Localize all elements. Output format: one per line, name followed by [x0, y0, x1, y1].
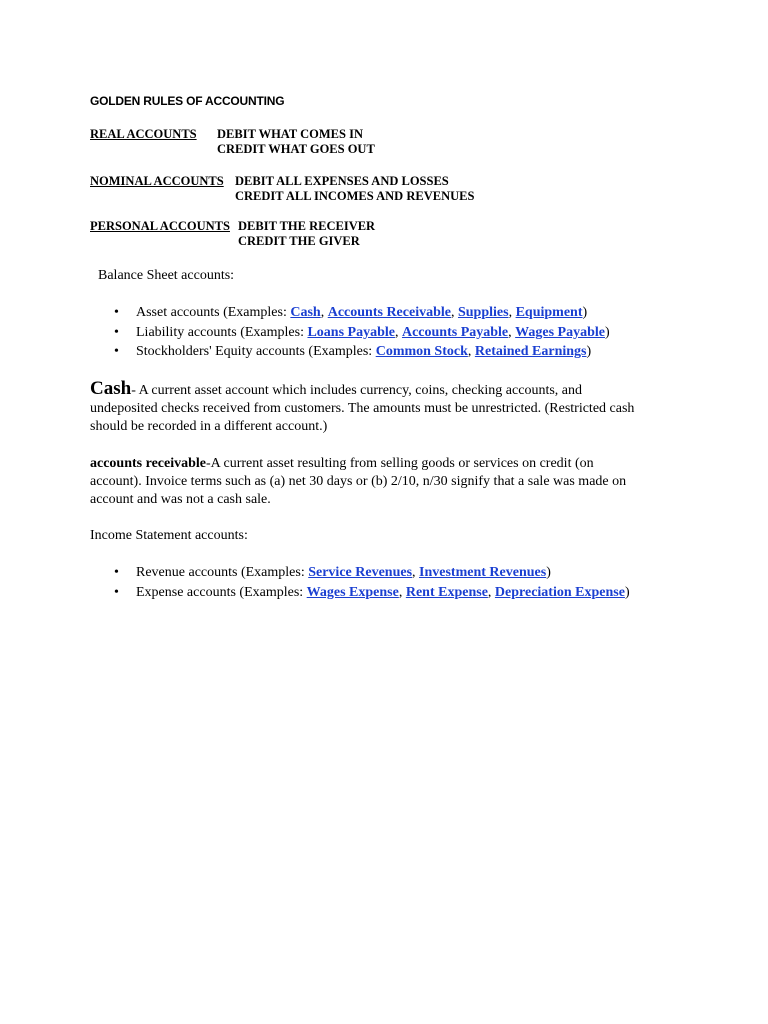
rule-debit-personal: DEBIT THE RECEIVER [238, 219, 376, 233]
cash-term: Cash [90, 378, 132, 399]
cash-def-line-2: undeposited checks received from customers. The amounts must be unrestricted. (Restricted cash [90, 401, 635, 416]
ar-definition [90, 455, 626, 509]
cash-def-line-3: should be recorded in a different account.) [90, 419, 328, 434]
link-retained-earnings[interactable]: Retained Earnings [474, 344, 587, 359]
rule-credit-nominal: CREDIT ALL INCOMES AND REVENUES [235, 189, 475, 203]
link-cash[interactable]: Cash [290, 305, 321, 320]
ar-term: accounts receivable [90, 456, 206, 471]
list-item-asset-accounts: • Asset accounts (Examples: Cash, Accounts Receivable, Supplies, Equipment) [114, 305, 588, 320]
balance-sheet-list [0, 303, 768, 362]
link-accounts-receivable[interactable]: Accounts Receivable [327, 305, 451, 320]
link-depreciation-expense[interactable]: Depreciation Expense [494, 584, 625, 600]
list-item-revenue-accounts: • Revenue accounts (Examples: Service Revenues, Investment Revenues) [114, 565, 551, 580]
list-item-liability-accounts: • Liability accounts (Examples: Loans Payable, Accounts Payable, Wages Payable) [114, 324, 610, 340]
ar-def-line-2: account). Invoice terms such as (a) net 30 days or (b) 2/10, n/30 signify that a sale was made on [90, 474, 627, 489]
link-wages-expense[interactable]: Wages Expense [306, 584, 399, 600]
link-equipment[interactable]: Equipment [515, 305, 583, 320]
bullet-icon: • [114, 565, 119, 580]
link-wages-payable[interactable]: Wages Payable [515, 324, 605, 340]
link-investment-revenues[interactable]: Investment Revenues [419, 565, 547, 580]
rule-credit-real: CREDIT WHAT GOES OUT [217, 142, 375, 156]
bullet-icon: • [114, 344, 119, 359]
rule-name-real: REAL ACCOUNTS [90, 127, 197, 141]
ar-def-line-3: account and was not a cash sale. [90, 492, 271, 507]
rule-debit-nominal: DEBIT ALL EXPENSES AND LOSSES [235, 174, 449, 188]
page-title: GOLDEN RULES OF ACCOUNTING [90, 94, 285, 108]
ar-def-line-1: -A current asset resulting from selling goods or services on credit (on [206, 456, 594, 471]
rule-credit-personal: CREDIT THE GIVER [238, 234, 360, 248]
rule-name-nominal: NOMINAL ACCOUNTS [90, 174, 224, 188]
link-supplies[interactable]: Supplies [457, 305, 509, 320]
link-common-stock[interactable]: Common Stock [375, 344, 468, 359]
income-statement-list [0, 563, 768, 602]
link-loans-payable[interactable]: Loans Payable [307, 324, 395, 340]
link-service-revenues[interactable]: Service Revenues [308, 565, 413, 580]
cash-definition [90, 380, 634, 436]
bullet-icon: • [114, 305, 119, 320]
bullet-icon: • [114, 584, 119, 600]
balance-sheet-title: Balance Sheet accounts: [98, 268, 235, 283]
link-accounts-payable[interactable]: Accounts Payable [401, 324, 509, 340]
link-rent-expense[interactable]: Rent Expense [405, 584, 488, 600]
bullet-icon: • [114, 324, 119, 340]
income-statement-title: Income Statement accounts: [90, 528, 248, 543]
list-item-expense-accounts: • Expense accounts (Examples: Wages Expense, Rent Expense, Depreciation Expense) [114, 584, 630, 600]
rule-debit-real: DEBIT WHAT COMES IN [217, 127, 363, 141]
list-item-equity-accounts: • Stockholders' Equity accounts (Examples: Common Stock, Retained Earnings) [114, 344, 592, 359]
rule-name-personal: PERSONAL ACCOUNTS [90, 219, 230, 233]
cash-def-line-1: - A current asset account which includes currency, coins, checking accounts, and [131, 383, 583, 398]
